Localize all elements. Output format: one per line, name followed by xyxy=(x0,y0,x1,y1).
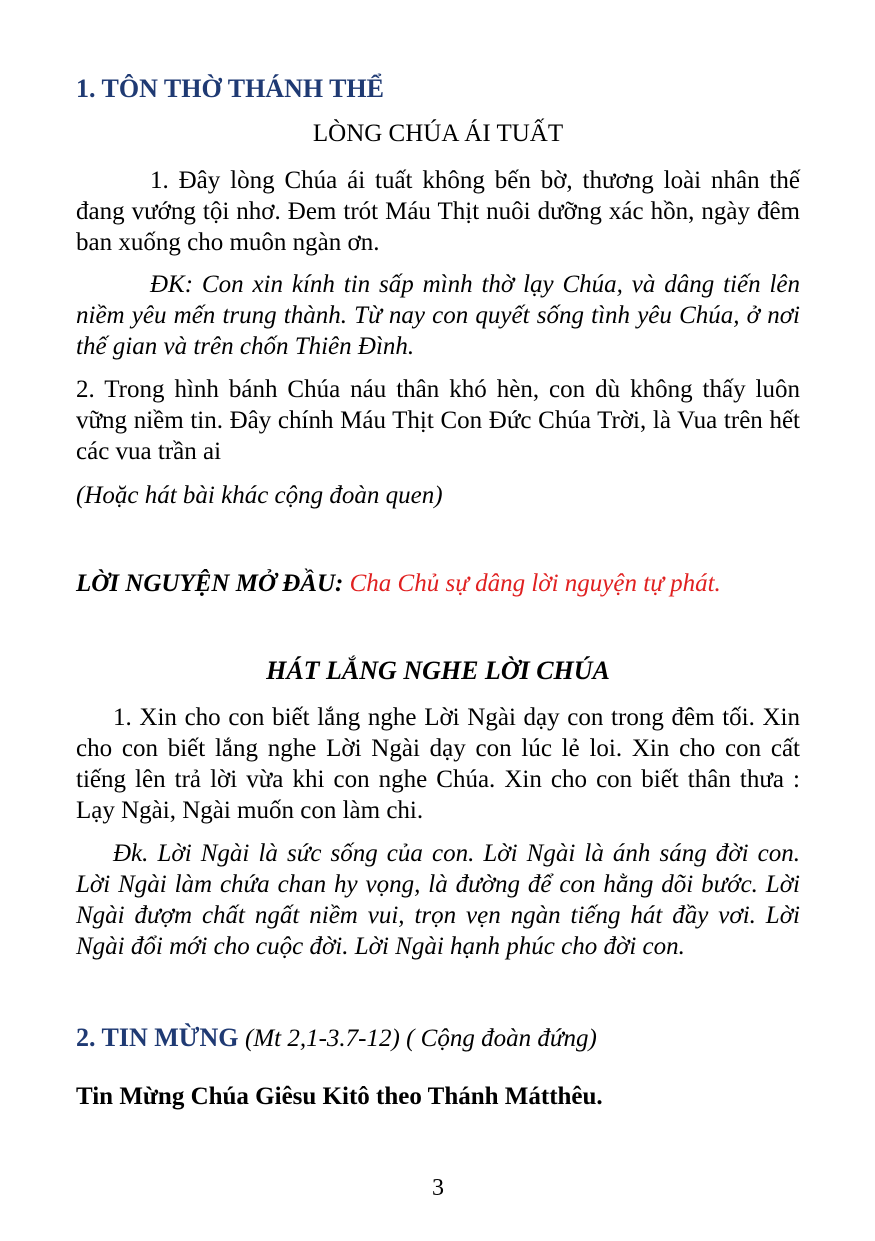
song-title: LÒNG CHÚA ÁI TUẤT xyxy=(312,120,564,147)
opening-prayer-label: LỜI NGUYỆN MỞ ĐẦU: xyxy=(76,570,344,597)
section-heading-adoration: 1. TÔN THỜ THÁNH THỂ xyxy=(76,74,385,103)
verse-2: 2. Trong hình bánh Chúa náu thân khó hèn, con dù không thấy luôn vững niềm tin. Đây chính Máu Thịt Con Đức Chúa Trời, là Vua trên hết các vua trần ai xyxy=(76,376,800,465)
listen-song-refrain: Đk. Lời Ngài là sức sống của con. Lời Ngài là ánh sáng đời con. Lời Ngài làm chứa chan hy vọng, là đường để con hằng dõi bước. Lời Ngài đượm chất ngất niềm vui, trọn vẹn ngàn tiếng hát đầy vơi. Lời Ngài đổi mới cho cuộc đời. Lời Ngài hạnh phúc cho đời con. xyxy=(76,840,800,960)
page-number: 3 xyxy=(432,1175,444,1201)
gospel-reference: (Mt 2,1-3.7-12) ( Cộng đoàn đứng) xyxy=(245,1025,597,1052)
alternative-song-note: (Hoặc hát bài khác cộng đoàn quen) xyxy=(76,482,443,509)
opening-prayer-text: Cha Chủ sự dâng lời nguyện tự phát. xyxy=(349,570,721,597)
listen-song-verse-1: 1. Xin cho con biết lắng nghe Lời Ngài dạy con trong đêm tối. Xin cho con biết lắng nghe Lời Ngài dạy con lúc lẻ loi. Xin cho con cất tiếng lên trả lời vừa khi con nghe Chúa. Xin cho con biết thân thưa : Lạy Ngài, Ngài muốn con làm chi. xyxy=(76,704,800,824)
refrain: ĐK: Con xin kính tin sấp mình thờ lạy Chúa, và dâng tiến lên niềm yêu mến trung thành. Từ nay con quyết sống tình yêu Chúa, ở nơi thế gian và trên chốn Thiên Đình. xyxy=(76,271,800,360)
gospel-title: Tin Mừng Chúa Giêsu Kitô theo Thánh Mátthêu. xyxy=(76,1083,603,1110)
gospel-heading xyxy=(76,1023,597,1053)
verse-1: 1. Đây lòng Chúa ái tuất không bến bờ, thương loài nhân thế đang vướng tội nhơ. Đem trót Máu Thịt nuôi dưỡng xác hồn, ngày đêm ban xuống cho muôn ngàn ơn. xyxy=(76,167,800,256)
listen-song-heading: HÁT LẮNG NGHE LỜI CHÚA xyxy=(266,656,610,685)
opening-prayer xyxy=(76,570,721,598)
gospel-heading-label: 2. TIN MỪNG xyxy=(76,1023,239,1052)
document-page xyxy=(76,0,800,1241)
